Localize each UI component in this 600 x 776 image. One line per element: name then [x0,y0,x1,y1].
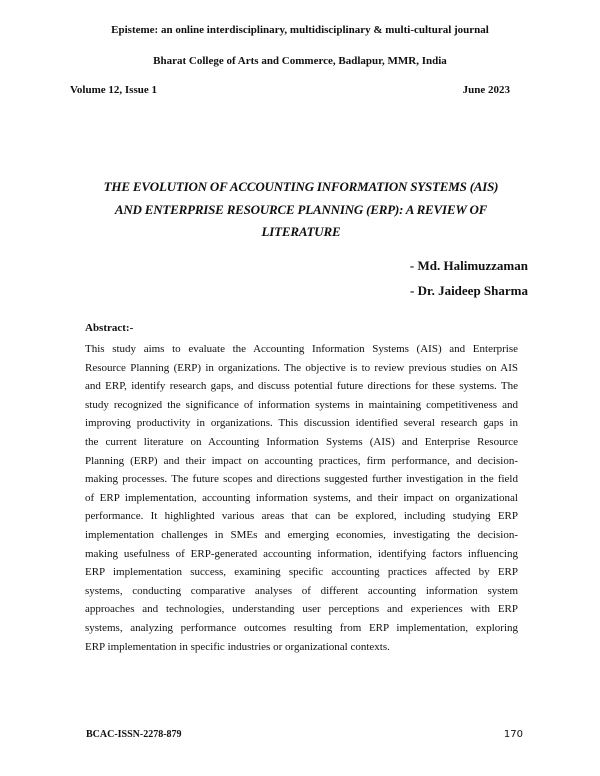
journal-name: Episteme: an online interdisciplinary, multidisciplinary & multi-cultural journal [111,24,489,36]
abstract-line: Resource Planning (ERP) in organizations. The objective is to review previous studies on AIS [85,361,518,374]
abstract-heading: Abstract:- [85,322,134,334]
abstract-line: making processes. The future scopes and directions suggested further investigation in the field [85,473,518,486]
paper-title [70,176,532,244]
abstract-line: improving productivity in organizations. This discussion identified several research gaps in [85,417,518,430]
abstract-line: Planning (ERP) and their impact on accounting practices, firm performance, and decision- [85,454,518,467]
abstract-line: approaches and technologies, understanding user perceptions and experiences with ERP [85,603,518,616]
abstract-line: ERP implementation success, examining specific accounting practices affected by ERP [85,566,518,579]
abstract-line: making usefulness of ERP-generated accounting information, identifying factors influencing [85,547,518,560]
abstract-text [85,340,518,656]
page-number: 170 [503,729,523,740]
abstract-line: systems, conducting comparative analyses of different accounting information system [85,584,518,597]
abstract-line: This study aims to evaluate the Accounting Information Systems (AIS) and Enterprise [85,343,518,355]
author-1: - Md. Halimuzzaman [409,258,528,273]
abstract-line: the current literature on Accounting Information Systems (AIS) and Enterprise Resource [85,435,518,448]
abstract-line: of ERP implementation, accounting information systems, and their impact on organizational [85,491,518,504]
title-line: AND ENTERPRISE RESOURCE PLANNING (ERP): A REVIEW OF [114,201,488,217]
abstract-line: study recognized the significance of information systems in maintaining competitiveness and [85,398,518,411]
issue-line [70,84,510,96]
abstract-line: systems, analyzing performance outcomes resulting from ERP implementation, exploring [85,621,518,634]
author-2: - Dr. Jaideep Sharma [410,283,528,298]
footer-issn: BCAC-ISSN-2278-879 [86,729,182,740]
title-line: THE EVOLUTION OF ACCOUNTING INFORMATION SYSTEMS (AIS) [103,179,499,194]
volume-issue: Volume 12, Issue 1 [70,84,157,96]
title-line: LITERATURE [261,224,341,239]
abstract-line: ERP implementation in specific industries or organizational contexts. [85,640,390,653]
issue-date: June 2023 [462,84,510,96]
abstract-line: and ERP, identify research gaps, and discuss potential future directions for these systems. The [85,380,518,393]
abstract-line: performance. It highlighted various areas that can be explored, including studying ERP [85,510,518,523]
college-name: Bharat College of Arts and Commerce, Badlapur, MMR, India [153,55,447,67]
abstract-line: implementation challenges in SMEs and emerging economies, investigating the decision- [85,528,518,541]
